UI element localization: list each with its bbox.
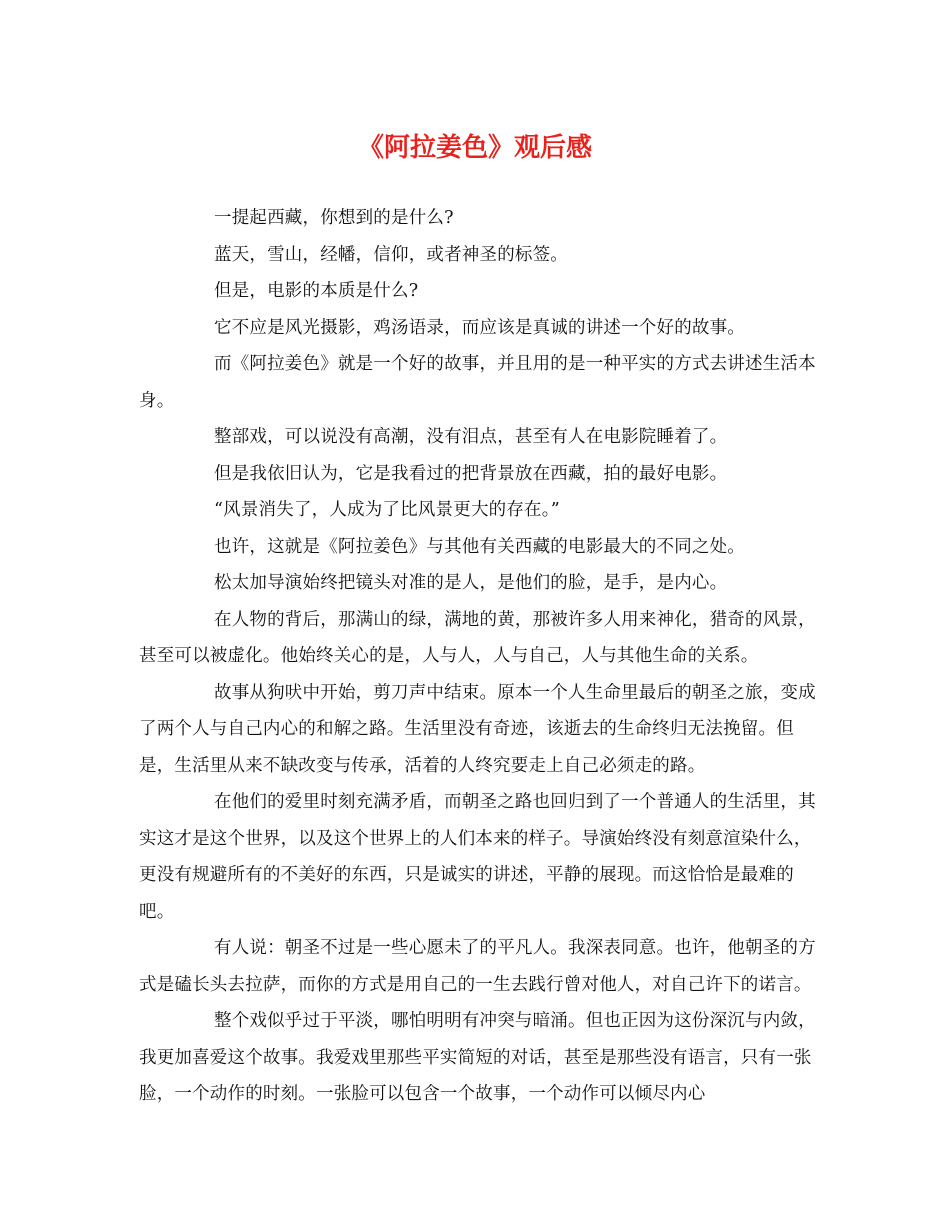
paragraph: 有人说：朝圣不过是一些心愿未了的平凡人。我深表同意。也许，他朝圣的方式是磕长头去拉萨，而你的方式是用自己的一生去践行曾对他人，对自己许下的诺言。 (139, 938, 816, 995)
paragraph: 在他们的爱里时刻充满矛盾，而朝圣之路也回归到了一个普通人的生活里，其实这才是这个世界，以及这个世界上的人们本来的样子。导演始终没有刻意渲染什么，更没有规避所有的不美好的东西，只是诚实的讲述，平静的展现。而这恰恰是最难的吧。 (139, 792, 816, 922)
document-title: 《阿拉姜色》观后感 (357, 133, 592, 163)
paragraph: 在人物的背后，那满山的绿，满地的黄，那被许多人用来神化，猎奇的风景，甚至可以被虚化。他始终关心的是，人与人，人与自己，人与其他生命的关系。 (139, 609, 816, 666)
paragraph: 蓝天，雪山，经幡，信仰，或者神圣的标签。 (214, 244, 568, 265)
paragraph: 但是，电影的本质是什么? (214, 281, 419, 301)
paragraph: 一提起西藏，你想到的是什么? (214, 208, 454, 228)
paragraph: 它不应是风光摄影，鸡汤语录，而应该是真诚的讲述一个好的故事。 (214, 317, 745, 338)
document-body (139, 200, 827, 1113)
paragraph: 也许，这就是《阿拉姜色》与其他有关西藏的电影最大的不同之处。 (214, 536, 745, 557)
paragraph: 整部戏，可以说没有高潮，没有泪点，甚至有人在电影院睡着了。 (214, 427, 728, 447)
paragraph: 松太加导演始终把镜头对准的是人，是他们的脸，是手，是内心。 (214, 573, 728, 593)
paragraph: 整个戏似乎过于平淡，哪怕明明有冲突与暗涌。但也正因为这份深沉与内敛，我更加喜爱这个故事。我爱戏里那些平实简短的对话，甚至是那些没有语言，只有一张脸，一个动作的时刻。一张脸可以包含一个故事，一个动作可以倾尽内心 (139, 1011, 816, 1104)
paragraph: 而《阿拉姜色》就是一个好的故事，并且用的是一种平实的方式去讲述生活本身。 (139, 354, 816, 411)
paragraph: 故事从狗吠中开始，剪刀声中结束。原本一个人生命里最后的朝圣之旅，变成了两个人与自己内心的和解之路。生活里没有奇迹，该逝去的生命终归无法挽留。但是，生活里从来不缺改变与传承，活着的人终究要走上自己必须走的路。 (139, 682, 816, 776)
paragraph: “风景消失了，人成为了比风景更大的存在。” (214, 500, 560, 520)
paragraph: 但是我依旧认为，它是我看过的把背景放在西藏，拍的最好电影。 (214, 463, 728, 484)
